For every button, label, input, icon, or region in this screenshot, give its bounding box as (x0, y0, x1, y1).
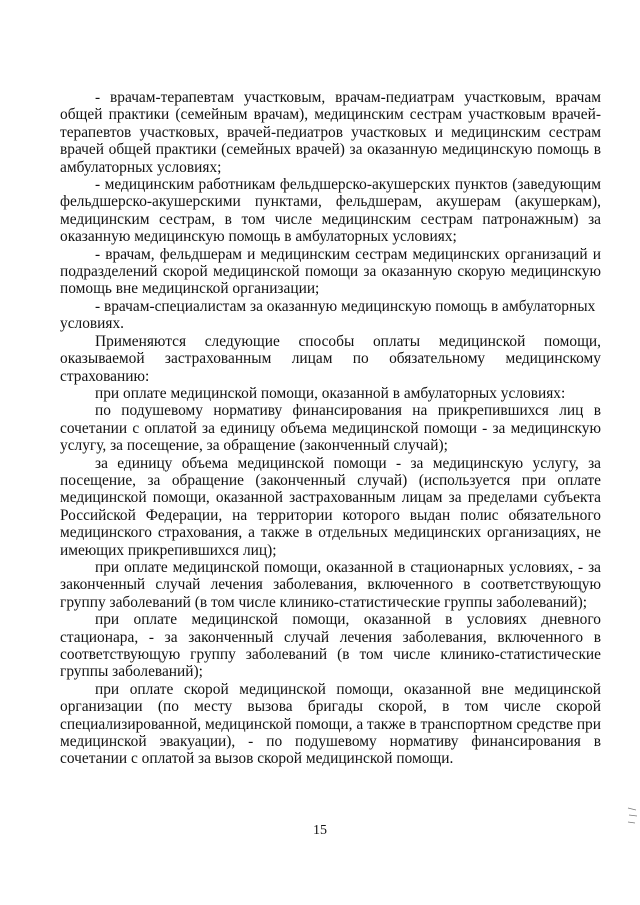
paragraph-9: при оплате медицинской помощи, оказанной в стационарных условиях, - за законченный случай лечения заболевания, включенного в соответствующую группу заболеваний (в том числе клинико-статистические группы заболеваний); (60, 558, 601, 611)
paragraph-7: по подушевому нормативу финансирования на прикрепившихся лиц в сочетании с оплатой за единицу объема медицинской помощи - за медицинскую услугу, за посещение, за обращение (законченный случай); (60, 402, 601, 455)
paragraph-1: - врачам-терапевтам участковым, врачам-педиатрам участковым, врачам общей практики (семейным врачам), медицинским сестрам участковым врачей-терапевтов участковых, врачей-педиатров участковых и медицинским сестрам врачей общей практики (семейных врачей) за оказанную медицинскую помощь в амбулаторных условиях; (60, 89, 601, 176)
paragraph-10: при оплате медицинской помощи, оказанной в условиях дневного стационара, - за законченный случай лечения заболевания, включенного в соответствующую группу заболеваний (в том числе клинико-статистические группы заболеваний); (60, 611, 601, 681)
paragraph-2: - медицинским работникам фельдшерско-акушерских пунктов (заведующим фельдшерско-акушерскими пунктами, фельдшерам, акушерам (акушеркам), медицинским сестрам, в том числе медицинским сестрам патронажным) за оказанную медицинскую помощь в амбулаторных условиях; (60, 176, 601, 246)
paragraph-5: Применяются следующие способы оплаты медицинской помощи, оказываемой застрахованным лицам по обязательному медицинскому страхованию: (60, 332, 601, 385)
paragraph-4: - врачам-специалистам за оказанную медицинскую помощь в амбулаторных условиях. (60, 297, 596, 333)
paragraph-11: при оплате скорой медицинской помощи, оказанной вне медицинской организации (по месту вызова бригады скорой, в том числе скорой специализированной, медицинской помощи, а также в транспортном средстве при медицинской эвакуации), - по подушевому нормативу финансирования в сочетании с оплатой за вызов скорой медицинской помощи. (60, 680, 601, 768)
paragraph-6: при оплате медицинской помощи, оказанной в амбулаторных условиях: (95, 384, 566, 402)
document-body (60, 89, 601, 768)
paragraph-8: за единицу объема медицинской помощи - за медицинскую услугу, за посещение, за обращение (законченный случай) (используется при оплате медицинской помощи, оказанной застрахованным лицам за пределами субъекта Российской Федерации, на территории которого выдан полис обязательного медицинского страхования, а также в отдельных медицинских организациях, не имеющих прикрепившихся лиц); (60, 454, 601, 559)
paragraph-3: - врачам, фельдшерам и медицинским сестрам медицинских организаций и подразделений скорой медицинской помощи за оказанную скорую медицинскую помощь вне медицинской организации; (60, 245, 601, 298)
scan-edge-marks (626, 806, 638, 826)
page-number: 15 (313, 823, 327, 838)
